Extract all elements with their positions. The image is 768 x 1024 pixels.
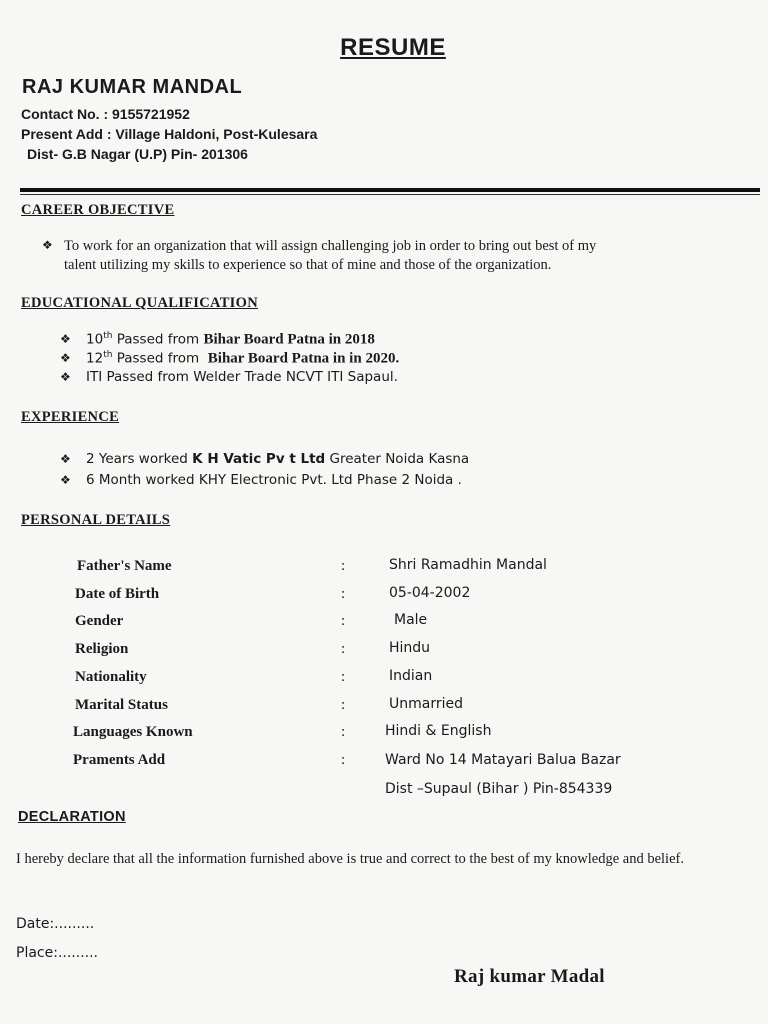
pd-value-nationality: Indian (389, 668, 433, 684)
date-line: Date:......... (16, 916, 95, 932)
diamond-bullet-icon: ❖ (60, 473, 71, 487)
pd-value-dob: 05-04-2002 (389, 585, 471, 601)
edu-2-mid: Passed from (112, 350, 208, 367)
exp-2-text: 6 Month worked KHY Electronic Pvt. Ltd Phase 2 Noida . (86, 472, 462, 488)
list-item (60, 472, 462, 488)
list-item (60, 331, 375, 349)
exp-1-pre: 2 Years worked (86, 451, 193, 467)
declaration-text: I hereby declare that all the information furnished above is true and correct to the best of my knowledge and belief. (16, 851, 684, 867)
pd-label-marital: Marital Status (75, 697, 168, 713)
career-objective-text (42, 237, 742, 275)
education-heading: EDUCATIONAL QUALIFICATION (21, 295, 258, 311)
edu-1-board: Bihar Board Patna in 2018 (203, 331, 375, 348)
pd-value-father: Shri Ramadhin Mandal (389, 557, 547, 573)
pd-value-permanent-address: Ward No 14 Matayari Balua Bazar (385, 752, 621, 768)
header-divider (20, 188, 760, 192)
pd-value-gender: Male (394, 612, 428, 628)
header-divider-thin (20, 194, 760, 195)
pd-label-nationality: Nationality (75, 669, 147, 685)
place-line: Place:......... (16, 945, 98, 961)
pd-colon: : (341, 724, 346, 740)
career-objective-heading: CAREER OBJECTIVE (21, 202, 175, 218)
applicant-name: RAJ KUMAR MANDAL (22, 76, 243, 98)
pd-value-religion: Hindu (389, 640, 431, 656)
exp-1-company: K H Vatic Pv t Ltd (192, 451, 326, 467)
pd-colon: : (341, 752, 346, 768)
pd-label-languages: Languages Known (73, 724, 193, 740)
edu-1-sup: th (103, 331, 113, 341)
edu-2-board: Bihar Board Patna in in 2020. (207, 350, 400, 367)
present-address-line2: Dist- G.B Nagar (U.P) Pin- 201306 (27, 146, 248, 162)
pd-colon: : (341, 697, 346, 713)
declaration-heading: DECLARATION (18, 809, 126, 825)
diamond-bullet-icon: ❖ (60, 452, 71, 466)
pd-label-dob: Date of Birth (75, 586, 160, 602)
personal-details-heading: PERSONAL DETAILS (21, 512, 171, 528)
signature: Raj kumar Madal (454, 966, 605, 987)
pd-colon: : (341, 558, 346, 574)
career-line-2: talent utilizing my skills to experience so that of mine and those of the organization. (64, 257, 552, 273)
diamond-bullet-icon: ❖ (60, 351, 71, 365)
pd-label-gender: Gender (75, 613, 124, 629)
diamond-bullet-icon: ❖ (60, 370, 71, 384)
pd-value-marital: Unmarried (389, 696, 463, 712)
list-item (60, 369, 398, 385)
diamond-bullet-icon: ❖ (60, 332, 71, 346)
pd-value-permanent-address-line2: Dist –Supaul (Bihar ) Pin-854339 (385, 781, 613, 797)
career-line-1: To work for an organization that will assign challenging job in order to bring out best of my (64, 238, 597, 254)
pd-colon: : (341, 613, 346, 629)
contact-phone: Contact No. : 9155721952 (21, 106, 190, 122)
diamond-bullet-icon: ❖ (42, 238, 53, 252)
pd-colon: : (341, 669, 346, 685)
edu-1-mid: Passed from (112, 331, 204, 348)
edu-1-prefix: 10 (86, 331, 104, 348)
pd-colon: : (341, 586, 346, 602)
pd-colon: : (341, 641, 346, 657)
pd-label-permanent-address: Praments Add (73, 752, 166, 768)
list-item (60, 350, 399, 368)
exp-1-post: Greater Noida Kasna (325, 451, 470, 467)
pd-value-languages: Hindi & English (385, 723, 492, 739)
resume-title: RESUME (340, 34, 446, 61)
list-item (60, 451, 469, 467)
pd-label-father: Father's Name (77, 558, 172, 574)
present-address: Present Add : Village Haldoni, Post-Kulesara (21, 126, 318, 142)
pd-label-religion: Religion (75, 641, 129, 657)
edu-2-prefix: 12 (86, 350, 104, 367)
edu-2-sup: th (103, 350, 113, 360)
experience-heading: EXPERIENCE (21, 409, 120, 425)
edu-3-text: ITI Passed from Welder Trade NCVT ITI Sapaul. (86, 369, 398, 385)
